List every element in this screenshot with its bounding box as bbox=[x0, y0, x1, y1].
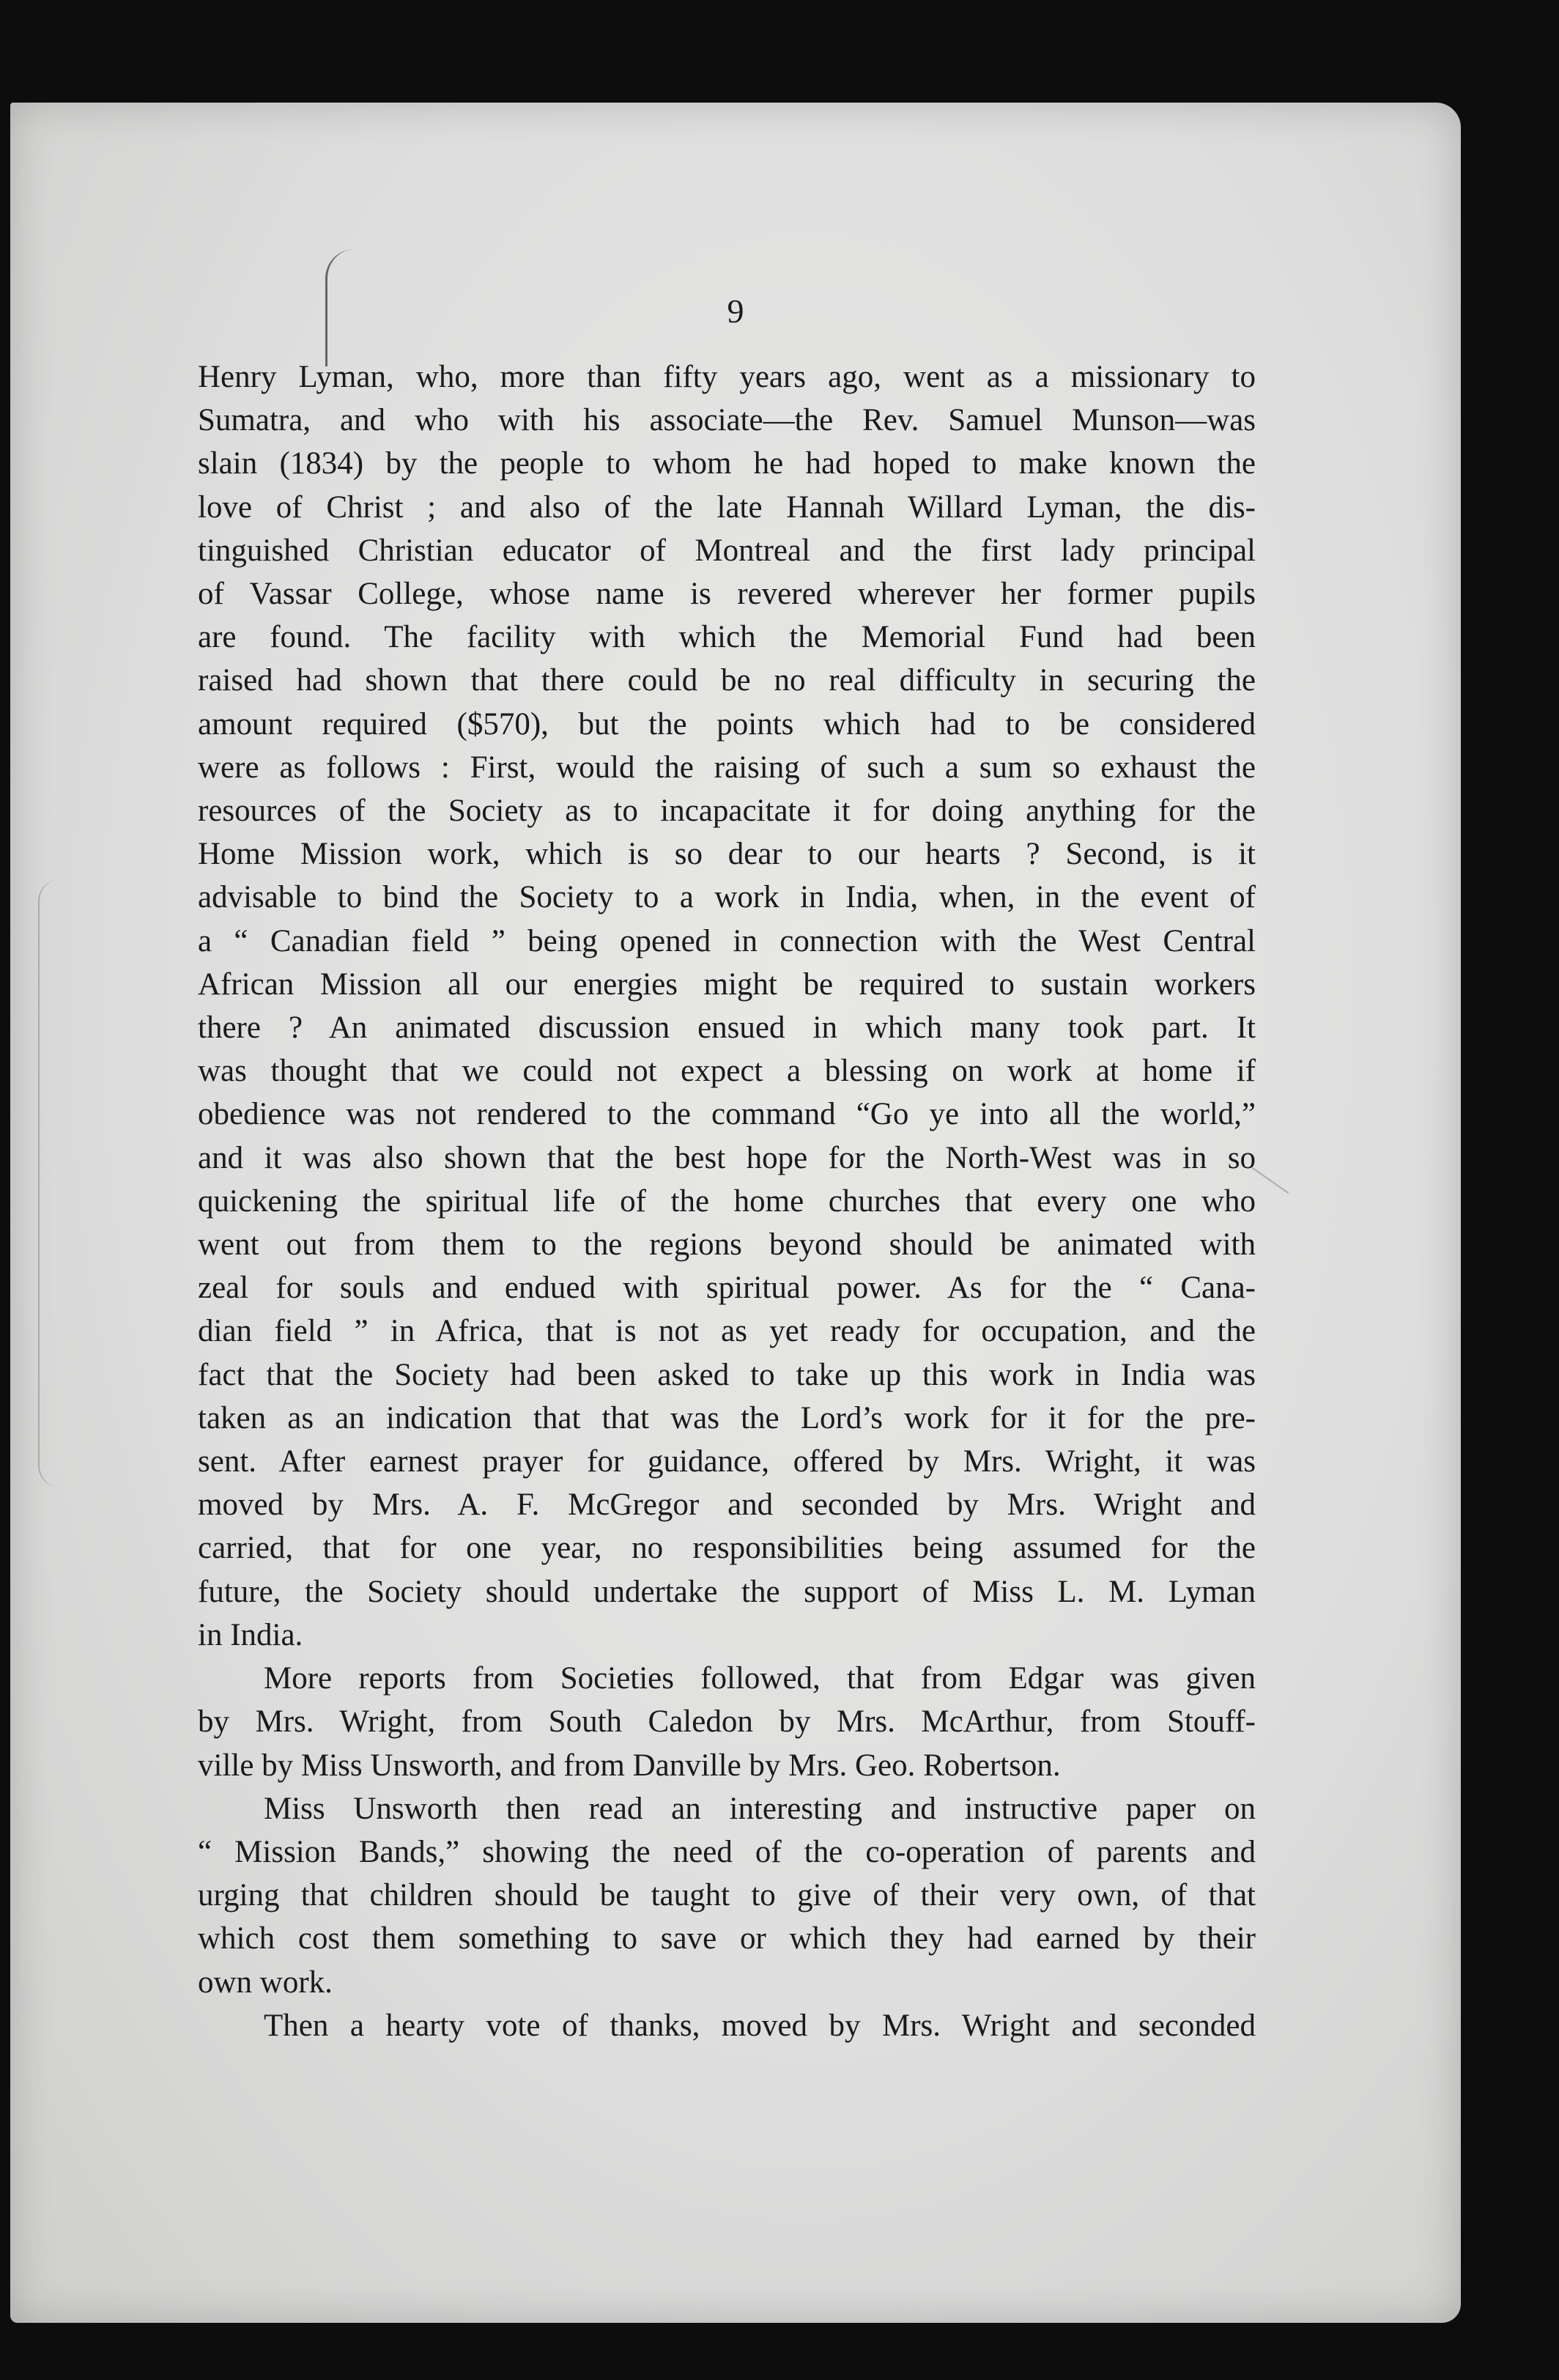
text-line: zeal for souls and endued with spiritual power. As for the “ Cana- bbox=[198, 1271, 1256, 1306]
text-line: future, the Society should undertake the support of Miss L. M. Lyman bbox=[198, 1574, 1256, 1609]
margin-bracket-mark bbox=[38, 879, 69, 1488]
text-line: fact that the Society had been asked to take up this work in India was bbox=[198, 1357, 1256, 1392]
text-line: love of Christ ; and also of the late Hannah Willard Lyman, the dis- bbox=[198, 489, 1256, 525]
text-line: by Mrs. Wright, from South Caledon by Mrs. McArthur, from Stouff- bbox=[198, 1704, 1256, 1740]
text-line: amount required ($570), but the points which had to be considered bbox=[198, 706, 1256, 742]
text-line: a “ Canadian field ” being opened in connection with the West Central bbox=[198, 923, 1256, 958]
text-line: went out from them to the regions beyond should be animated with bbox=[198, 1227, 1256, 1263]
text-line: of Vassar College, whose name is revered wherever her former pupils bbox=[198, 577, 1256, 612]
text-line: sent. After earnest prayer for guidance, offered by Mrs. Wright, it was bbox=[198, 1444, 1256, 1479]
text-line: was thought that we could not expect a blessing on work at home if bbox=[198, 1054, 1256, 1089]
text-line: obedience was not rendered to the command “Go ye into all the world,” bbox=[198, 1097, 1256, 1132]
text-line: Sumatra, and who with his associate—the Rev. Samuel Munson—was bbox=[198, 403, 1256, 438]
body-text bbox=[198, 355, 1256, 2047]
text-line: tinguished Christian educator of Montreal and the first lady principal bbox=[198, 533, 1256, 568]
page-number: 9 bbox=[727, 292, 744, 330]
text-line: “ Mission Bands,” showing the need of the co-operation of parents and bbox=[198, 1834, 1256, 1869]
text-line: are found. The facility with which the Memorial Fund had been bbox=[198, 620, 1256, 655]
text-line: were as follows : First, would the raising of such a sum so exhaust the bbox=[198, 750, 1256, 785]
book-page bbox=[10, 103, 1461, 2323]
text-line: resources of the Society as to incapacitate it for doing anything for the bbox=[198, 794, 1256, 829]
text-line: urging that children should be taught to give of their very own, of that bbox=[198, 1878, 1256, 1913]
text-line: quickening the spiritual life of the home churches that every one who bbox=[198, 1183, 1256, 1219]
text-line: carried, that for one year, no responsibilities being assumed for the bbox=[198, 1531, 1256, 1566]
text-line: which cost them something to save or which they had earned by their bbox=[198, 1921, 1256, 1956]
text-line: own work. bbox=[198, 1965, 333, 2000]
text-line: Henry Lyman, who, more than fifty years ago, went as a missionary to bbox=[198, 360, 1256, 394]
text-line: and it was also shown that the best hope for the North-West was in so bbox=[198, 1140, 1256, 1175]
margin-tick-mark bbox=[1252, 1167, 1289, 1194]
text-line: Then a hearty vote of thanks, moved by Mrs. Wright and seconded bbox=[264, 2008, 1256, 2043]
text-line: African Mission all our energies might be required to sustain workers bbox=[198, 967, 1256, 1002]
text-line: Miss Unsworth then read an interesting and instructive paper on bbox=[264, 1791, 1256, 1826]
text-line: there ? An animated discussion ensued in which many took part. It bbox=[198, 1010, 1256, 1046]
text-line: More reports from Societies followed, that from Edgar was given bbox=[264, 1661, 1256, 1696]
text-line: ville by Miss Unsworth, and from Danville by Mrs. Geo. Robertson. bbox=[198, 1748, 1061, 1783]
text-line: advisable to bind the Society to a work in India, when, in the event of bbox=[198, 880, 1256, 915]
text-line: Home Mission work, which is so dear to our hearts ? Second, is it bbox=[198, 837, 1256, 872]
text-line: slain (1834) by the people to whom he had hoped to make known the bbox=[198, 446, 1256, 481]
text-line: raised had shown that there could be no real difficulty in securing the bbox=[198, 663, 1256, 698]
text-line: dian field ” in Africa, that is not as yet ready for occupation, and the bbox=[198, 1314, 1256, 1349]
text-line: moved by Mrs. A. F. McGregor and seconded by Mrs. Wright and bbox=[198, 1488, 1256, 1523]
text-line: in India. bbox=[198, 1617, 303, 1652]
text-line: taken as an indication that that was the Lord’s work for it for the pre- bbox=[198, 1400, 1256, 1435]
